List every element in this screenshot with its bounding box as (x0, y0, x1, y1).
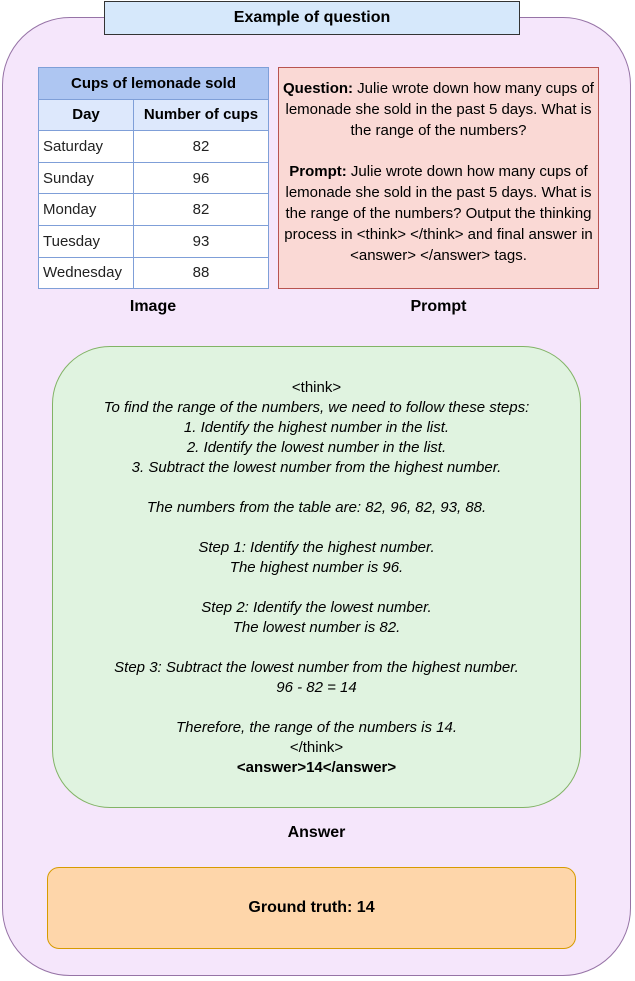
table-header-cups: Number of cups (134, 99, 269, 131)
table-cell-day: Sunday (39, 162, 134, 194)
question-text: Julie wrote down how many cups of lemonade she sold in the past 5 days. What is the range of the numbers? (285, 80, 594, 139)
table-row (39, 162, 269, 194)
answer-line: Step 3: Subtract the lowest number from the highest number. (114, 659, 519, 676)
answer-label: Answer (287, 824, 346, 841)
answer-box (52, 346, 581, 808)
question-paragraph (283, 78, 594, 141)
table-row (39, 257, 269, 289)
answer-line: 1. Identify the highest number in the list. (183, 419, 450, 436)
page-title: Example of question (104, 1, 520, 35)
table-cell-cups: 88 (134, 257, 269, 289)
prompt-label-caption: Prompt (410, 298, 467, 315)
lemonade-table (38, 67, 269, 289)
answer-line: 3. Subtract the lowest number from the highest number. (131, 459, 502, 476)
table-cell-day: Saturday (39, 131, 134, 163)
table-cell-day: Monday (39, 194, 134, 226)
table-cell-cups: 93 (134, 225, 269, 257)
ground-truth-box: Ground truth: 14 (47, 867, 576, 949)
table-header-day: Day (39, 99, 134, 131)
answer-line: Step 1: Identify the highest number. (198, 539, 435, 556)
answer-line: The numbers from the table are: 82, 96, 82, 93, 88. (146, 499, 487, 516)
answer-line: 2. Identify the lowest number in the list. (186, 439, 447, 456)
table-cell-day: Wednesday (39, 257, 134, 289)
answer-line (53, 518, 580, 538)
table-row (39, 131, 269, 163)
lemonade-table-image (38, 67, 268, 289)
table-row (39, 194, 269, 226)
answer-line: </think> (289, 739, 344, 756)
prompt-box (278, 67, 599, 289)
answer-line (53, 478, 580, 498)
answer-line: The highest number is 96. (229, 559, 404, 576)
table-cell-cups: 82 (134, 194, 269, 226)
answer-line: To find the range of the numbers, we need to follow these steps: (103, 399, 530, 416)
answer-line: Therefore, the range of the numbers is 14. (176, 719, 457, 736)
prompt-text: Julie wrote down how many cups of lemonade she sold in the past 5 days. What is the range of the numbers? Output the thinking process in <think> </think> and final answer in <answer> </answer> tags. (284, 163, 593, 264)
answer-line (53, 698, 580, 718)
table-caption: Cups of lemonade sold (39, 68, 269, 100)
answer-line (53, 638, 580, 658)
table-cell-cups: 82 (134, 131, 269, 163)
final-answer-line: <answer>14</answer> (236, 759, 397, 776)
table-row (39, 225, 269, 257)
answer-line: 96 - 82 = 14 (276, 679, 357, 696)
table-cell-cups: 96 (134, 162, 269, 194)
prompt-paragraph (283, 161, 594, 266)
answer-line: The lowest number is 82. (232, 619, 401, 636)
prompt-label: Prompt: (289, 163, 347, 180)
answer-line: Step 2: Identify the lowest number. (201, 599, 432, 616)
answer-line (53, 578, 580, 598)
answer-line: <think> (291, 379, 342, 396)
question-label: Question: (283, 80, 354, 97)
image-label: Image (129, 298, 177, 315)
table-cell-day: Tuesday (39, 225, 134, 257)
